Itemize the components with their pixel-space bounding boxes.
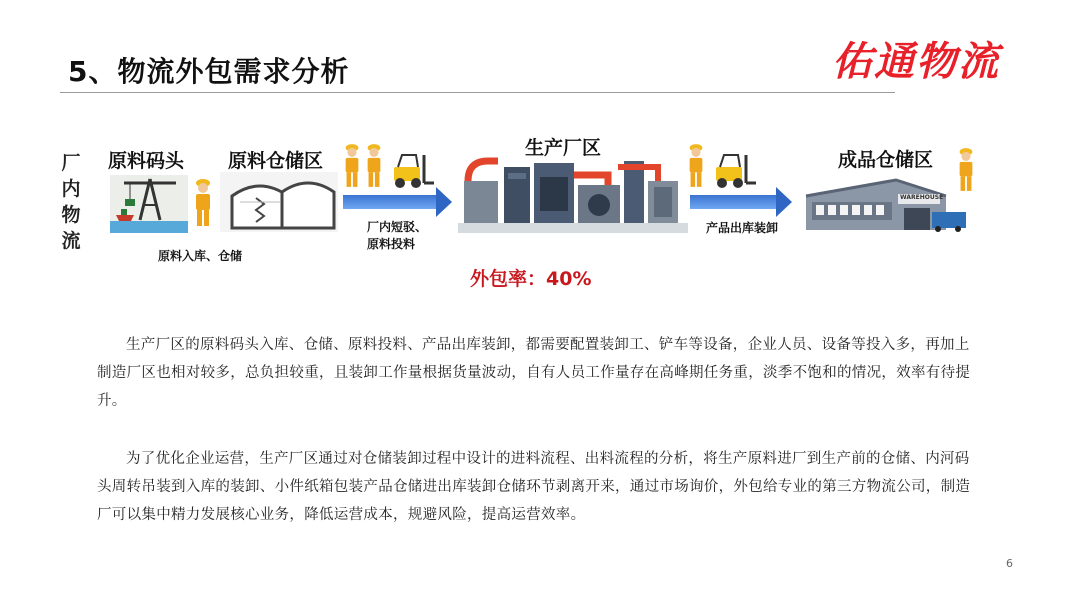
caption-short-haul xyxy=(367,219,427,253)
caption-raw-in: 原料入库、仓储 xyxy=(158,249,243,263)
warehouse-illustration xyxy=(806,172,968,232)
flow-arrow-2 xyxy=(690,195,778,209)
side-label-char: 内 xyxy=(61,178,81,200)
stage-production: 生产厂区 xyxy=(525,137,602,159)
side-label-char: 物 xyxy=(61,204,81,226)
body-paragraph-1: 生产厂区的原料码头入库、仓储、原料投料、产品出库装卸，都需要配置装卸工、铲车等设备，企业人员、设备等投入多，再加上制造厂区也相对较多，总负担较重，且装卸工作量根据货量波动，自有人员工作量存在高峰期任务重，淡季不饱和的情况，效率有待提升。 xyxy=(97,337,971,409)
stage-raw-storage: 原料仓储区 xyxy=(228,150,324,172)
flow-arrow-1 xyxy=(343,195,438,209)
worker-icon xyxy=(364,142,384,190)
caption-product-out: 产品出库装卸 xyxy=(706,221,779,235)
forklift-icon xyxy=(712,153,756,189)
stage-finished-storage: 成品仓储区 xyxy=(838,149,934,171)
body-paragraph-2: 为了优化企业运营，生产厂区通过对仓储装卸过程中设计的进料流程、出料流程的分析，将生产原料进厂到生产前的仓储、内河码头周转吊装到入库的装卸、小件纸箱包装产品仓储进出库装卸仓储环节剥离开来，通过市场询价，外包给专业的第三方物流公司，制造厂可以集中精力发展核心业务，降低运营成本，规避风险，提高运营效率。 xyxy=(97,451,971,523)
forklift-icon xyxy=(390,153,434,189)
worker-icon xyxy=(686,142,706,190)
warehouse-sign: WAREHOUSE xyxy=(900,194,944,201)
dock-crane-illustration xyxy=(110,175,188,233)
side-label xyxy=(58,150,84,254)
company-logo: 佑通物流 xyxy=(832,39,1000,85)
page-number: 6 xyxy=(1006,557,1013,570)
worker-icon xyxy=(342,142,362,190)
outsourcing-rate: 外包率：40% xyxy=(470,268,592,290)
worker-icon xyxy=(192,178,214,228)
storage-tank-illustration xyxy=(220,172,338,232)
factory-illustration xyxy=(458,155,688,233)
stage-raw-dock: 原料码头 xyxy=(108,150,185,172)
title-divider xyxy=(60,92,895,93)
page-title: 5、物流外包需求分析 xyxy=(68,55,350,88)
caption-short-haul-line2: 原料投料 xyxy=(367,237,416,251)
side-label-char: 流 xyxy=(61,230,81,252)
side-label-char: 厂 xyxy=(61,152,81,174)
worker-icon xyxy=(956,146,976,194)
caption-short-haul-line1: 厂内短驳、 xyxy=(367,220,428,234)
